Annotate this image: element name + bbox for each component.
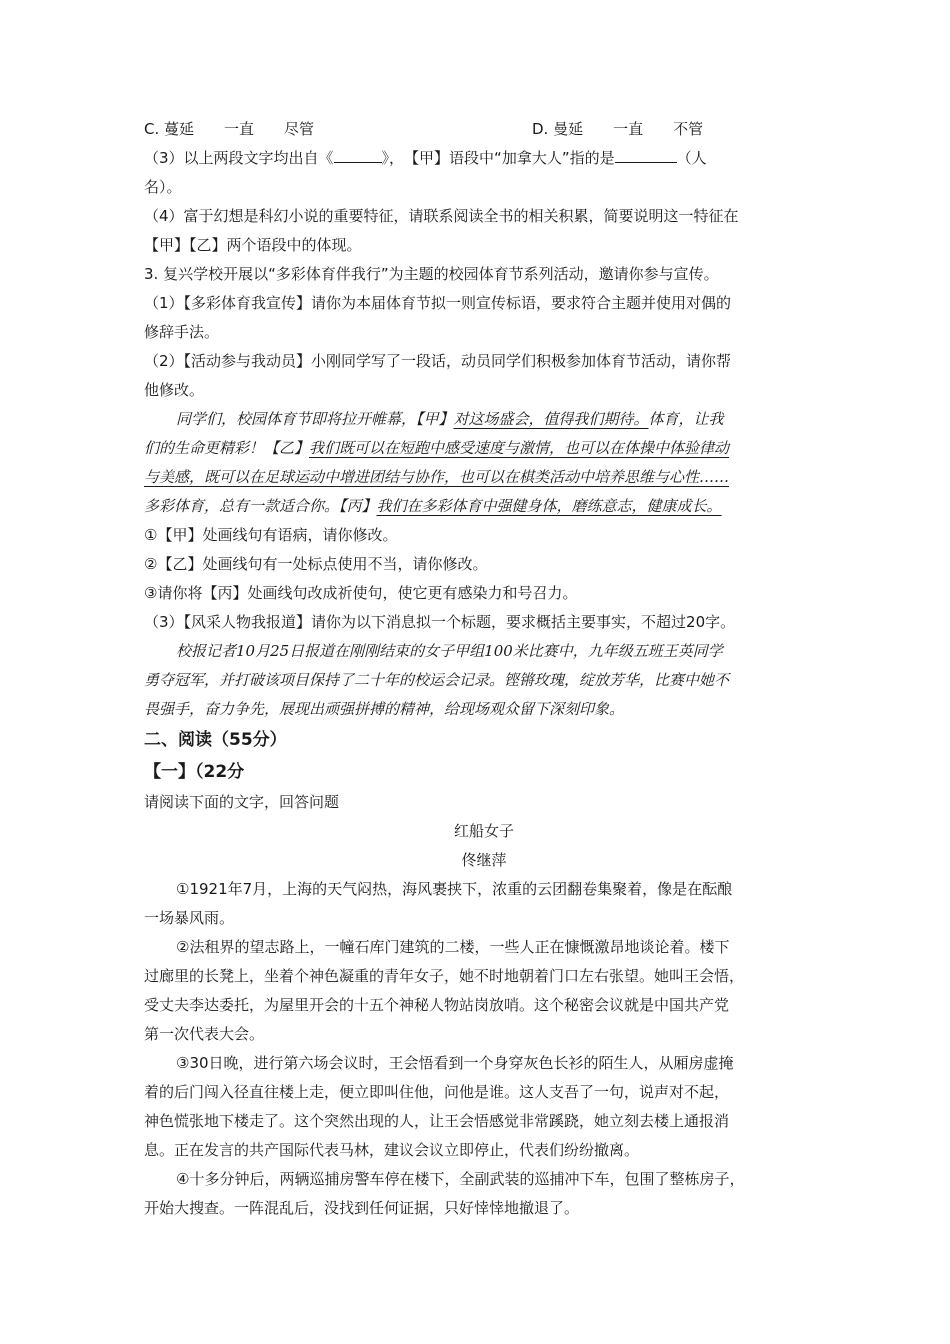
speech-text: 体育，让我 (648, 410, 724, 428)
speech-line4 (144, 492, 824, 521)
option-c: C. 蔓延 一直 尽管 (144, 120, 315, 138)
q3-2-sub1: ①【甲】处画线句有语病，请你修改。 (144, 526, 398, 544)
article-p1-line2: 一场暴风雨。 (144, 909, 235, 927)
speech-line1 (144, 405, 824, 434)
q2-3-line2: 名）。 (144, 178, 182, 196)
underlined-sentence-bing: 我们在多彩体育中强健身体，磨练意志，健康成长。 (376, 497, 722, 515)
option-d: D. 曼延 一直 不管 (532, 120, 704, 138)
q2-4-line1: （4）富于幻想是科幻小说的重要特征，请联系阅读全书的相关积累，简要说明这一特征在 (144, 207, 739, 225)
q3-1-line1: （1）【多彩体育我宣传】请你为本届体育节拟一则宣传标语，要求符合主题并使用对偶的 (144, 294, 732, 312)
q3-1-line2: 修辞手法。 (144, 323, 220, 341)
article-p2-line3: 受丈夫李达委托，为屋里开会的十五个神秘人物站岗放哨。这个秘密会议就是中国共产党 (144, 996, 730, 1014)
article-p1-line1: ①1921年7月，上海的天气闷热，海风裹挟下，浓重的云团翻卷集聚着，像是在酝酿 (176, 880, 733, 898)
speech-text: 们的生命更精彩！【乙】 (144, 439, 310, 457)
speech-line2 (144, 434, 824, 463)
q2-3-middle: 》， 【甲】语段中“加拿大人”指的是 (381, 149, 615, 167)
article-p3-line3: 神色慌张地下楼走了。这个突然出现的人，让王会悟感觉非常蹊跷，她立刻去楼上通报消 (144, 1112, 730, 1130)
underlined-sentence-yi: 我们既可以在短跑中感受速度与激情，也可以在体操中体验律动 (309, 439, 730, 457)
q3-2-line2: 他修改。 (144, 381, 205, 399)
news-line1: 校报记者10月25日报道在刚刚结束的女子甲组100米比赛中，九年级五班王英同学 (176, 642, 723, 660)
article-p4-line2: 开始大搜查。一阵混乱后，没找到任何证据，只好悻悻地撤退了。 (144, 1199, 580, 1217)
underlined-sentence-yi-cont: 与美感，既可以在足球运动中增进团结与协作，也可以在棋类活动中培养思维与心性…… (144, 468, 730, 486)
section-heading-reading: 二、阅读（55分） (144, 730, 287, 750)
article-p2-line2: 过廊里的长凳上，坐着个神色凝重的青年女子，她不时地朝着门口左右张望。她叫王会悟， (144, 967, 745, 985)
speech-text: 多彩体育，总有一款适合你。【丙】 (144, 497, 377, 515)
part-heading-1: 【一】（22分 (144, 762, 245, 782)
person-name-blank[interactable] (615, 146, 677, 163)
news-line2: 勇夺冠军，并打破该项目保持了二十年的校运会记录。铿锵玫瑰，绽放芳华，比赛中她不 (144, 671, 730, 689)
q2-3-suffix: （人 (676, 149, 707, 167)
page-content (144, 115, 824, 1223)
article-p3-line2: 着的后门闯入径直往楼上走，便立即叫住他，问他是谁。这人支吾了一句，说声对不起， (144, 1083, 730, 1101)
q3-2-sub2: ②【乙】处画线句有一处标点使用不当，请你修改。 (144, 555, 488, 573)
news-line3: 畏强手，奋力争先，展现出顽强拼搏的精神，给现场观众留下深刻印象。 (144, 700, 625, 718)
q3-intro: 3. 复兴学校开展以“多彩体育伴我行”为主题的校园体育节系列活动，邀请你参与宣传。 (144, 265, 719, 283)
article-author: 佟继萍 (461, 851, 507, 869)
article-p3-line4: 息。正在发言的共产国际代表马林，建议会议立即停止，代表们纷纷撤离。 (144, 1141, 640, 1159)
article-p3-line1: ③30日晚，进行第六场会议时，王会悟看到一个身穿灰色长衫的陌生人，从厢房虚掩 (176, 1054, 734, 1072)
underlined-sentence-jia: 对这场盛会，值得我们期待。 (453, 410, 649, 428)
q3-2-sub3: ③请你将【丙】处画线句改成祈使句，使它更有感染力和号召力。 (144, 584, 578, 602)
article-title: 红船女子 (453, 822, 514, 840)
speech-line3 (144, 463, 824, 492)
q3-2-line1: （2）【活动参与我动员】小刚同学写了一段话，动员同学们积极参加体育节活动，请你帮 (144, 352, 732, 370)
q2-3-prefix: （3）以上两段文字均出自《 (144, 149, 334, 167)
q2-4-line2: 【甲】【乙】两个语段中的体现。 (144, 236, 362, 254)
q3-3: （3）【风采人物我报道】请你为以下消息拟一个标题，要求概括主要事实，不超过20字。 (144, 613, 736, 631)
article-p2-line4: 第一次代表大会。 (144, 1025, 265, 1043)
q2-3-line1 (144, 144, 824, 173)
speech-text: 同学们，校园体育节即将拉开帷幕，【甲】 (176, 410, 454, 428)
q2-options-row (144, 115, 824, 144)
article-p4-line1: ④十多分钟后，两辆巡捕房警车停在楼下，全副武装的巡捕冲下车，包围了整栋房子， (176, 1170, 745, 1188)
book-title-blank[interactable] (334, 146, 382, 163)
reading-instruction: 请阅读下面的文字，回答问题 (144, 793, 340, 811)
article-p2-line1: ②法租界的望志路上，一幢石库门建筑的二楼，一些人正在慷慨激昂地谈论着。楼下 (176, 938, 730, 956)
